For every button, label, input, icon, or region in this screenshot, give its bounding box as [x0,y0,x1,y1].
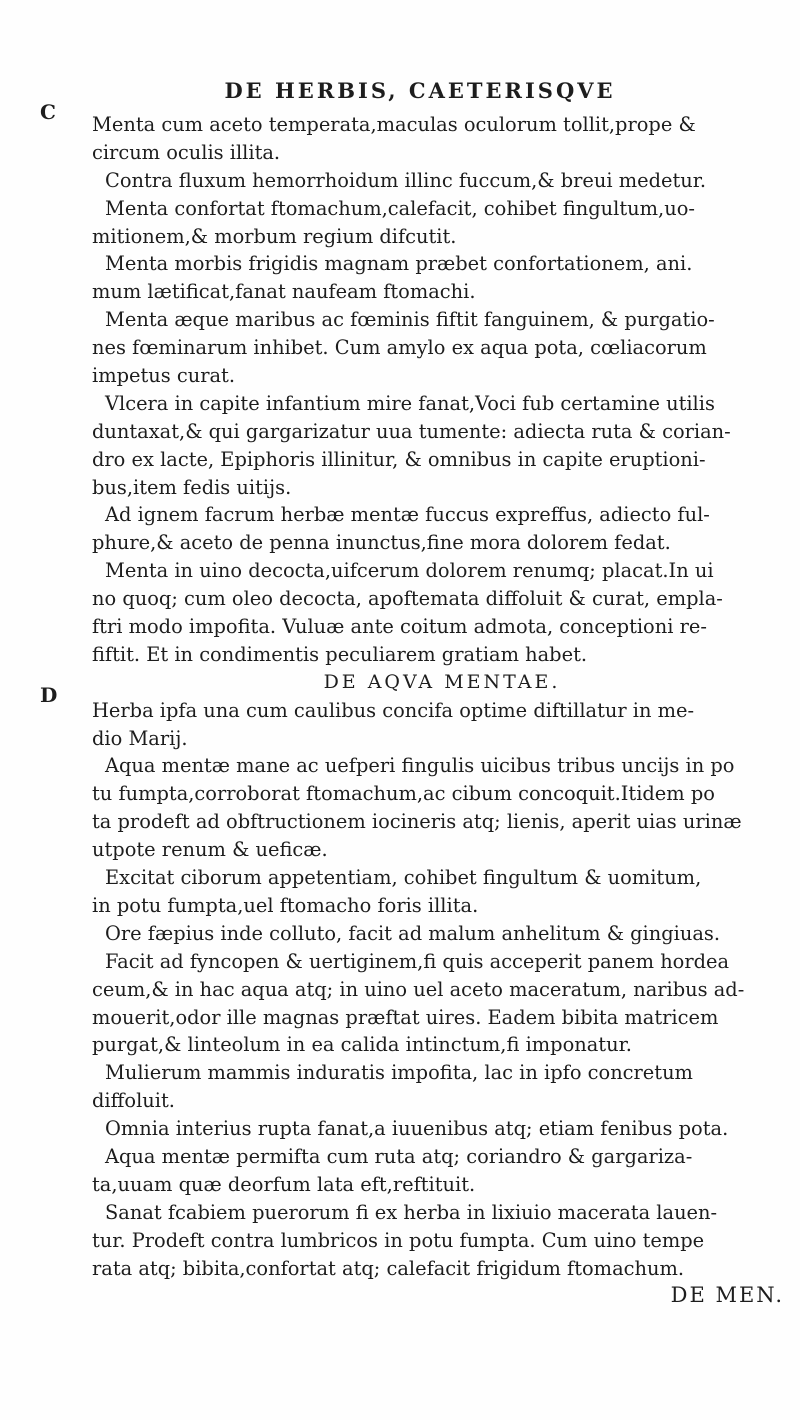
text-line: dio Marij. [92,726,188,750]
text-line: Facit ad fyncopen & uertiginem,fi quis acceperit panem hordea [105,949,730,973]
text-line: Aqua mentæ permifta cum ruta atq; coriandro & gargariza- [105,1144,693,1168]
text-line: mum lætificat,fanat naufeam ftomachi. [92,280,476,304]
section-heading: DE AQVA MENTAE. [323,670,561,693]
text-line: Menta morbis frigidis magnam præbet confortationem, ani. [105,252,693,276]
text-line: bus,item fedis uitijs. [92,475,292,499]
text-line: ceum,& in hac aqua atq; in uino uel aceto maceratum, naribus ad- [92,977,745,1001]
text-line: tur. Prodeft contra lumbricos in potu fumpta. Cum uino tempe [92,1228,705,1252]
text-line: impetus curat. [92,364,236,388]
text-line: fiftit. Et in condimentis peculiarem gratiam habet. [92,642,588,666]
text-line: phure,& aceto de penna inunctus,fine mora dolorem fedat. [92,531,671,555]
catchword: DE MEN. [670,1283,784,1308]
text-line: duntaxat,& qui gargarizatur uua tumente: adiecta ruta & corian- [92,419,731,443]
text-line: Herba ipfa una cum caulibus concifa optime diftillatur in me- [92,698,695,722]
text-line: purgat,& linteolum in ea calida intinctum,fi imponatur. [92,1033,632,1057]
text-line: Excitat ciborum appetentiam, cohibet fingultum & uomitum, [105,866,702,890]
text-line: Menta confortat ftomachum,calefacit, cohibet fingultum,uo- [105,196,695,220]
text-line: in potu fumpta,uel ftomacho foris illita. [92,893,479,917]
text-line: Aqua mentæ mane ac uefperi fingulis uicibus tribus uncijs in po [105,754,735,778]
text-line: nes fœminarum inhibet. Cum amylo ex aqua pota, cœliacorum [92,336,707,360]
text-line: tu fumpta,corroborat ftomachum,ac cibum concoquit.Itidem po [92,782,715,806]
running-head: DE HERBIS, CAETERISQVE [224,78,616,103]
text-line: Mulierum mammis induratis impofita, lac in ipfo concretum [105,1061,693,1085]
text-line: Omnia interius rupta fanat,a iuuenibus atq; etiam fenibus pota. [105,1117,729,1141]
text-line: Ad ignem facrum herbæ mentæ fuccus expreffus, adiecto ful- [105,503,710,527]
text-line: mouerit,odor ille magnas præftat uires. Eadem bibita matricem [92,1005,719,1029]
text-line: mitionem,& morbum regium difcutit. [92,224,457,248]
text-line: Menta in uino decocta,uifcerum dolorem renumq; placat.In ui [105,559,714,583]
text-line: diffoluit. [92,1089,175,1113]
text-line: ta,uuam quæ deorfum lata eft,reftituit. [92,1172,476,1196]
text-line: circum oculis illita. [92,140,281,164]
text-line: Vlcera in capite infantium mire fanat,Voci fub certamine utilis [105,391,715,415]
margin-letter-c: C [40,100,56,124]
text-line: ta prodeft ad obftructionem iocineris atq; lienis, aperit uias urinæ [92,810,742,834]
margin-letter-d: D [40,683,58,707]
body-text [92,111,792,1310]
text-line: Ore fæpius inde colluto, facit ad malum anhelitum & gingiuas. [105,921,721,945]
text-line: Contra fluxum hemorrhoidum illinc fuccum,& breui medetur. [105,168,707,192]
text-line: utpote renum & ueficæ. [92,838,328,862]
text-line: rata atq; bibita,confortat atq; calefacit frigidum ftomachum. [92,1256,685,1280]
text-line: Menta æque maribus ac fœminis fiftit fanguinem, & purgatio- [105,308,715,332]
text-line: Menta cum aceto temperata,maculas oculorum tollit,prope & [92,113,696,136]
text-line: no quoq; cum oleo decocta, apoftemata diffoluit & curat, empla- [92,587,723,611]
text-line: ftri modo impofita. Vuluæ ante coitum admota, conceptioni re- [92,615,707,639]
text-line: Sanat fcabiem puerorum fi ex herba in lixiuio macerata lauen- [105,1200,718,1224]
text-line: dro ex lacte, Epiphoris illinitur, & omnibus in capite eruptioni- [92,447,706,471]
